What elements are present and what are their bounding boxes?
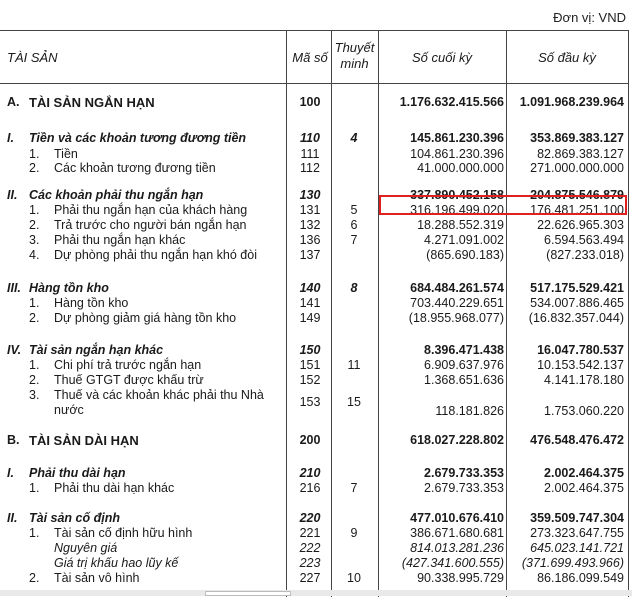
row-begin-value: 2.002.464.375 [544, 466, 624, 480]
table-row [0, 433, 628, 448]
header-end: Số cuối kỳ [412, 50, 472, 65]
table-row [0, 131, 628, 146]
header-note-1: Thuyết [334, 40, 375, 55]
table-row [0, 541, 628, 556]
row-number: I. [7, 131, 14, 145]
row-code: 141 [299, 296, 321, 310]
table-row [0, 526, 628, 541]
table-row [0, 311, 628, 326]
row-begin-value: 204.875.546.879 [530, 188, 624, 202]
row-code: 131 [299, 203, 321, 217]
row-begin-value: (371.699.493.966) [521, 556, 624, 570]
row-end-value: 1.176.632.415.566 [399, 95, 504, 109]
row-code: 227 [299, 571, 321, 585]
row-begin-value: (827.233.018) [546, 248, 624, 262]
row-number: B. [7, 433, 20, 447]
row-note: 11 [347, 358, 361, 372]
row-end-value: 4.271.091.002 [424, 233, 504, 247]
row-begin-value: 6.594.563.494 [544, 233, 624, 247]
row-code: 210 [299, 466, 321, 480]
row-end-value: 104.861.230.396 [410, 147, 504, 161]
row-begin-value: 476.548.476.472 [530, 433, 624, 447]
row-title: Dự phòng giảm giá hàng tồn kho [54, 311, 237, 325]
row-end-value: 684.484.261.574 [410, 281, 504, 295]
row-number: 2. [29, 373, 40, 387]
row-begin-value: 176.481.251.100 [530, 203, 624, 217]
table-row [0, 358, 628, 373]
scrollbar-thumb[interactable] [205, 591, 291, 596]
table-row [0, 511, 628, 526]
row-code: 111 [300, 147, 320, 161]
table-row [0, 388, 628, 418]
row-note: 7 [350, 481, 358, 495]
row-number: 2. [29, 571, 40, 585]
row-number: 1. [29, 481, 40, 495]
row-title: Dự phòng phải thu ngắn hạn khó đòi [54, 248, 257, 262]
row-end-value: 618.027.228.802 [410, 433, 504, 447]
row-end-value: 8.396.471.438 [424, 343, 504, 357]
row-title: TÀI SẢN NGẮN HẠN [29, 95, 155, 110]
row-title: Tài sản ngắn hạn khác [29, 343, 164, 357]
row-note: 6 [350, 218, 358, 232]
header-begin: Số đầu kỳ [538, 50, 596, 65]
table-row [0, 373, 628, 388]
table-row [0, 218, 628, 233]
row-begin-value: (16.832.357.044) [528, 311, 624, 325]
row-note: 10 [347, 571, 361, 585]
row-title: Tài sản vô hình [54, 571, 140, 585]
table-row [0, 556, 628, 571]
row-note: 7 [350, 233, 358, 247]
row-code: 222 [299, 541, 321, 555]
row-note: 5 [350, 203, 358, 217]
table-row [0, 281, 628, 296]
row-number: 3. [29, 388, 40, 402]
row-title: TÀI SẢN DÀI HẠN [29, 433, 139, 448]
row-end-value: 18.288.552.319 [417, 218, 504, 232]
row-title: Phải thu ngắn hạn của khách hàng [54, 203, 248, 217]
row-title: Các khoản tương đương tiền [54, 161, 216, 175]
row-code: 221 [299, 526, 321, 540]
row-end-value: 386.671.680.681 [410, 526, 504, 540]
header-note-2: minh [340, 56, 369, 71]
row-code: 151 [299, 358, 321, 372]
row-end-value: 2.679.733.353 [424, 481, 504, 495]
row-title: Phải thu dài hạn [29, 466, 126, 480]
row-note: 15 [347, 395, 361, 409]
row-note: 8 [350, 281, 358, 295]
row-number: 1. [29, 147, 40, 161]
row-end-value: 703.440.229.651 [410, 296, 504, 310]
table-row [0, 571, 628, 586]
horizontal-scrollbar[interactable] [0, 590, 632, 596]
row-number: 1. [29, 358, 40, 372]
unit-label: Đơn vị: VND [553, 10, 626, 25]
row-begin-value: 16.047.780.537 [537, 343, 624, 357]
row-note: 9 [350, 526, 358, 540]
table-row [0, 466, 628, 481]
row-end-value: 2.679.733.353 [424, 466, 504, 480]
row-number: 3. [29, 233, 40, 247]
row-number: II. [7, 511, 18, 525]
row-code: 152 [299, 373, 321, 387]
header-asset: TÀI SẢN [7, 50, 58, 65]
row-title-cont: nước [54, 403, 84, 417]
row-end-value: 41.000.000.000 [417, 161, 504, 175]
row-code: 136 [299, 233, 321, 247]
row-code: 149 [299, 311, 321, 325]
table-row [0, 343, 628, 358]
row-title: Phải thu dài hạn khác [54, 481, 175, 495]
balance-sheet-table [0, 30, 629, 597]
row-number: 1. [29, 296, 40, 310]
row-code: 200 [299, 433, 321, 447]
row-number: III. [7, 281, 21, 295]
row-title: Tiền [54, 147, 78, 161]
row-title: Hàng tồn kho [29, 281, 109, 295]
row-number: 4. [29, 248, 40, 262]
row-title: Phải thu ngắn hạn khác [54, 233, 186, 247]
table-row [0, 95, 628, 110]
row-code: 130 [299, 188, 321, 202]
row-end-value: 337.890.452.158 [410, 188, 504, 202]
row-end-value: 477.010.676.410 [410, 511, 504, 525]
row-end-value: 90.338.995.729 [417, 571, 504, 585]
row-end-value: 118.181.826 [435, 404, 504, 418]
row-title: Tài sản cố định [29, 511, 120, 525]
table-row [0, 233, 628, 248]
row-title: Tiền và các khoản tương đương tiền [29, 131, 247, 145]
highlight-box [379, 195, 627, 215]
row-code: 137 [299, 248, 321, 262]
table-row [0, 147, 628, 162]
row-code: 153 [299, 395, 321, 409]
row-begin-value: 1.091.968.239.964 [519, 95, 624, 109]
row-code: 110 [300, 131, 320, 145]
row-title: Hàng tồn kho [54, 296, 129, 310]
row-begin-value: 359.509.747.304 [530, 511, 624, 525]
row-end-value: 814.013.281.236 [410, 541, 504, 555]
table-row [0, 481, 628, 496]
row-number: 2. [29, 311, 40, 325]
row-code: 132 [299, 218, 321, 232]
row-begin-value: 1.753.060.220 [544, 404, 624, 418]
row-begin-value: 22.626.965.303 [537, 218, 624, 232]
row-code: 100 [299, 95, 321, 109]
row-begin-value: 271.000.000.000 [530, 161, 624, 175]
row-end-value: 1.368.651.636 [424, 373, 504, 387]
row-begin-value: 4.141.178.180 [544, 373, 624, 387]
row-end-value: 6.909.637.976 [424, 358, 504, 372]
row-end-value: (427.341.600.555) [401, 556, 504, 570]
row-begin-value: 353.869.383.127 [530, 131, 624, 145]
row-number: I. [7, 466, 14, 480]
row-begin-value: 517.175.529.421 [530, 281, 624, 295]
row-number: IV. [7, 343, 22, 357]
row-begin-value: 273.323.647.755 [530, 526, 624, 540]
row-end-value: 145.861.230.396 [410, 131, 504, 145]
row-code: 220 [299, 511, 321, 525]
row-number: 2. [29, 161, 40, 175]
row-note: 4 [350, 131, 358, 145]
row-code: 150 [299, 343, 321, 357]
row-title: Các khoản phải thu ngắn hạn [29, 188, 204, 202]
row-end-value: (865.690.183) [426, 248, 504, 262]
table-row [0, 161, 628, 176]
row-number: A. [7, 95, 20, 109]
row-number: 2. [29, 218, 40, 232]
row-code: 216 [299, 481, 321, 495]
row-code: 140 [299, 281, 321, 295]
table-row [0, 248, 628, 263]
row-code: 223 [299, 556, 321, 570]
row-begin-value: 534.007.886.465 [530, 296, 624, 310]
row-begin-value: 10.153.542.137 [537, 358, 624, 372]
row-end-value: 316.196.499.020 [410, 203, 504, 217]
row-number: 1. [29, 526, 40, 540]
row-begin-value: 82.869.383.127 [537, 147, 624, 161]
row-title: Trả trước cho người bán ngắn hạn [54, 218, 247, 232]
row-begin-value: 645.023.141.721 [530, 541, 624, 555]
row-begin-value: 86.186.099.549 [537, 571, 624, 585]
row-end-value: (18.955.968.077) [408, 311, 504, 325]
row-title: Nguyên giá [54, 541, 118, 555]
row-title: Chi phí trả trước ngắn hạn [54, 358, 202, 372]
table-row [0, 296, 628, 311]
row-title: Tài sản cố định hữu hình [54, 526, 193, 540]
row-begin-value: 2.002.464.375 [544, 481, 624, 495]
row-title: Giá trị khấu hao lũy kế [54, 556, 179, 570]
row-title: Thuế GTGT được khấu trừ [54, 373, 204, 387]
row-code: 112 [300, 161, 320, 175]
row-number: II. [7, 188, 18, 202]
header-code: Mã số [292, 50, 328, 65]
table-header [0, 31, 628, 84]
row-number: 1. [29, 203, 40, 217]
row-title: Thuế và các khoản khác phải thu Nhà [54, 388, 264, 402]
